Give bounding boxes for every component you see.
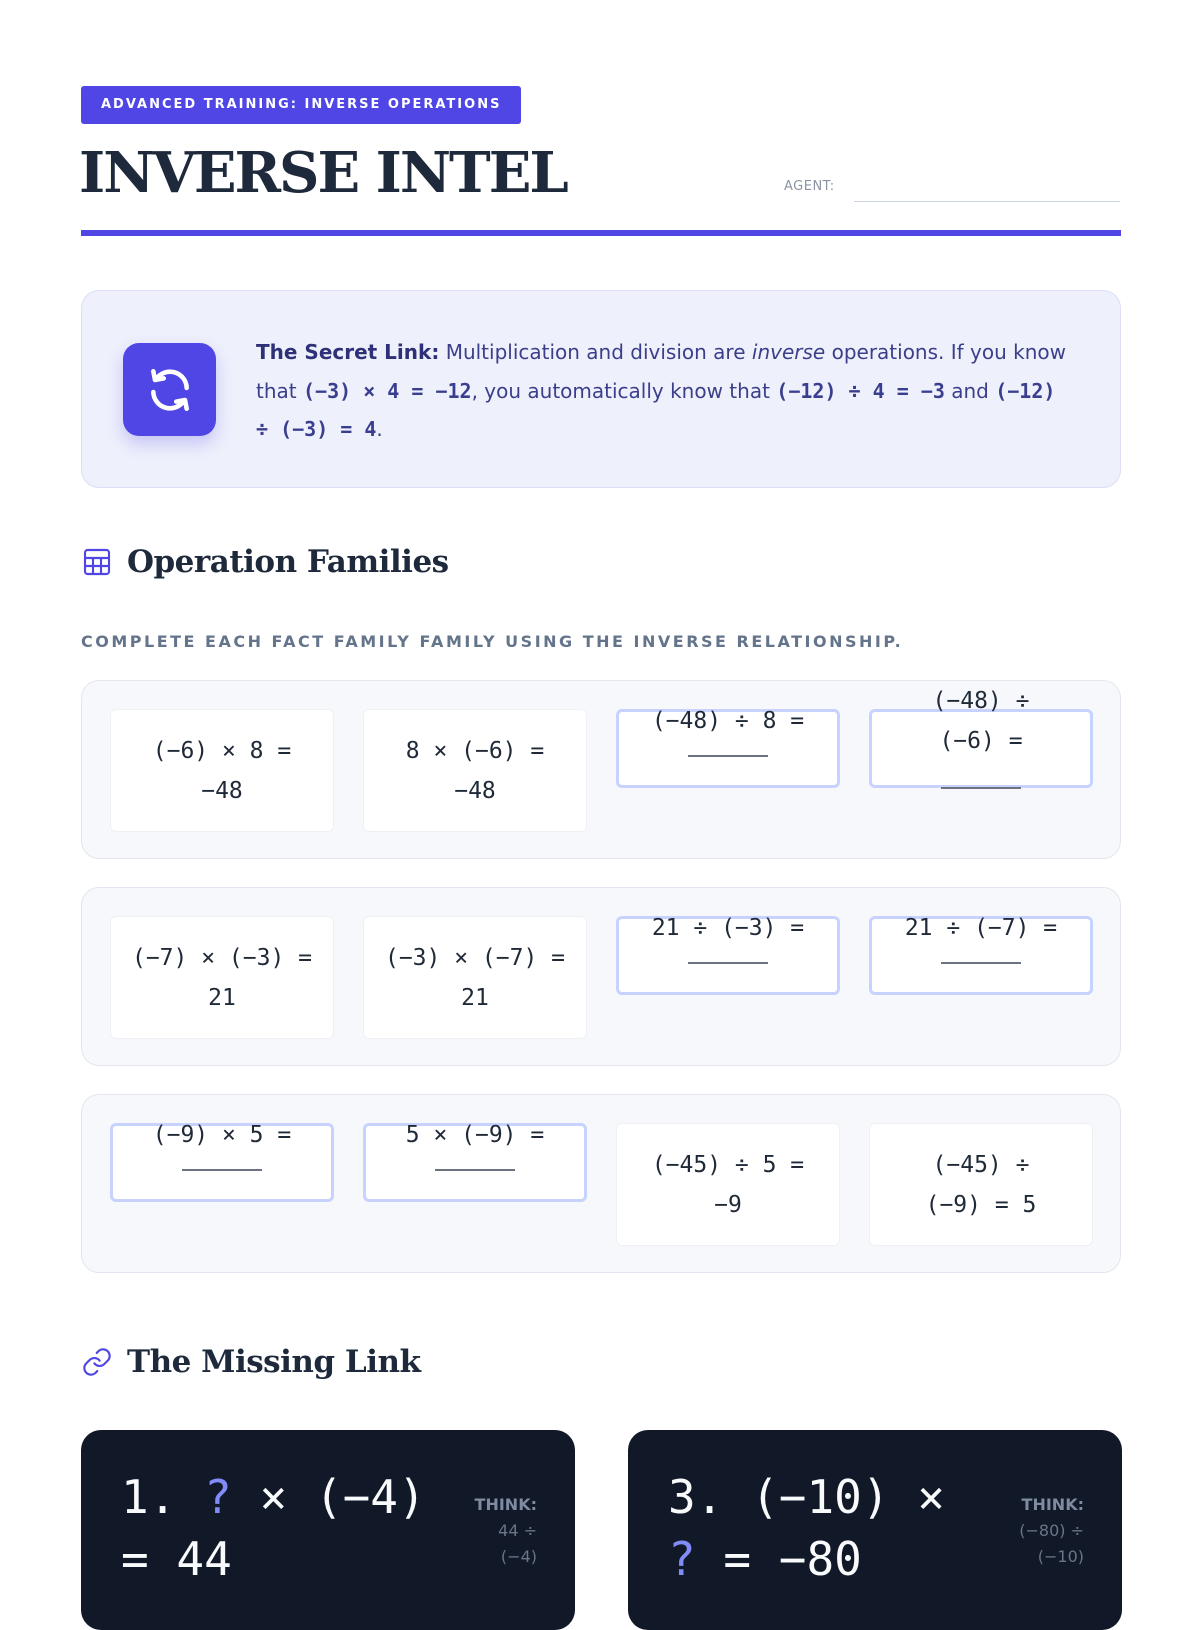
problem-number: 3. [668, 1470, 724, 1524]
title-divider [81, 230, 1121, 236]
fact-prompt: (−48) ÷ (−6) = [932, 688, 1030, 754]
instructions: COMPLETE EACH FACT FAMILY FAMILY USING THE INVERSE RELATIONSHIP. [81, 632, 904, 651]
think-label: THINK: [474, 1495, 537, 1514]
info-expression-2: (−12) ÷ 4 = −3 [776, 378, 945, 403]
given-fact [363, 709, 587, 832]
fact-prompt: 5 × (−9) = [405, 1122, 545, 1148]
think-hint [1014, 1492, 1084, 1570]
info-text-4: and [951, 378, 989, 403]
secret-link-callout [81, 290, 1121, 488]
info-text-5: . [376, 417, 383, 441]
hint-text: 44 ÷ (−4) [498, 1521, 537, 1566]
problem-number: 1. [121, 1470, 177, 1524]
missing-link-equation [121, 1466, 431, 1590]
equation-part: × (−4) = 44 [121, 1470, 426, 1586]
refresh-icon [123, 343, 216, 436]
fact-text: (−7) × (−3) = 21 [131, 944, 312, 1011]
info-text-1: Multiplication and division are [445, 340, 746, 364]
fact-prompt: 21 ÷ (−3) = [651, 915, 805, 941]
equation-part: (−10) × [751, 1470, 945, 1524]
agent-label: AGENT: [784, 179, 835, 194]
grid-icon [81, 546, 113, 578]
fact-text: (−6) × 8 = −48 [152, 737, 292, 804]
agent-name-field[interactable] [854, 201, 1120, 202]
fact-text: (−45) ÷ (−9) = 5 [925, 1151, 1037, 1218]
training-badge: ADVANCED TRAINING: INVERSE OPERATIONS [81, 86, 521, 124]
think-hint [475, 1492, 537, 1570]
equation-part: = −80 [723, 1532, 862, 1586]
given-fact [869, 1123, 1093, 1246]
unknown-value[interactable]: ? [204, 1470, 232, 1524]
info-emphasis: inverse [751, 340, 826, 364]
answer-box[interactable] [110, 1123, 334, 1202]
info-text-3: , you automatically know that [471, 378, 770, 403]
info-text-2: operations. If you know that [256, 340, 1066, 403]
missing-link-card [628, 1430, 1122, 1630]
page-title: INVERSE INTEL [79, 140, 567, 206]
given-fact [363, 916, 587, 1039]
section-title: The Missing Link [127, 1344, 421, 1380]
unknown-value[interactable]: ? [668, 1532, 696, 1586]
hint-text: (−80) ÷ (−10) [1019, 1521, 1084, 1566]
answer-box[interactable] [616, 916, 840, 995]
fact-text: 8 × (−6) = −48 [405, 737, 545, 804]
missing-link-card [81, 1430, 575, 1630]
answer-box[interactable] [363, 1123, 587, 1202]
section-title: Operation Families [127, 544, 449, 580]
answer-box[interactable] [616, 709, 840, 788]
operation-families-heading [81, 544, 449, 580]
fact-family-card [81, 680, 1121, 859]
given-fact [110, 916, 334, 1039]
secret-link-text [256, 333, 1066, 449]
secret-link-lead: The Secret Link: [256, 340, 440, 364]
answer-box[interactable] [869, 688, 1093, 788]
given-fact [110, 709, 334, 832]
fact-prompt: (−48) ÷ 8 = [651, 708, 805, 734]
fact-text: (−3) × (−7) = 21 [384, 944, 565, 1011]
fact-family-card [81, 1094, 1121, 1273]
fact-family-card [81, 887, 1121, 1066]
fact-prompt: (−9) × 5 = [152, 1122, 292, 1148]
missing-link-heading [81, 1344, 421, 1380]
info-expression-3: (−12) ÷ (−3) = 4 [256, 378, 1056, 441]
answer-box[interactable] [869, 916, 1093, 995]
fact-prompt: 21 ÷ (−7) = [904, 915, 1058, 941]
link-icon [81, 1346, 113, 1378]
missing-link-equation [668, 1466, 978, 1590]
given-fact [616, 1123, 840, 1246]
think-label: THINK: [1021, 1495, 1084, 1514]
fact-text: (−45) ÷ 5 = −9 [651, 1151, 805, 1218]
info-expression-1: (−3) × 4 = −12 [302, 378, 472, 403]
